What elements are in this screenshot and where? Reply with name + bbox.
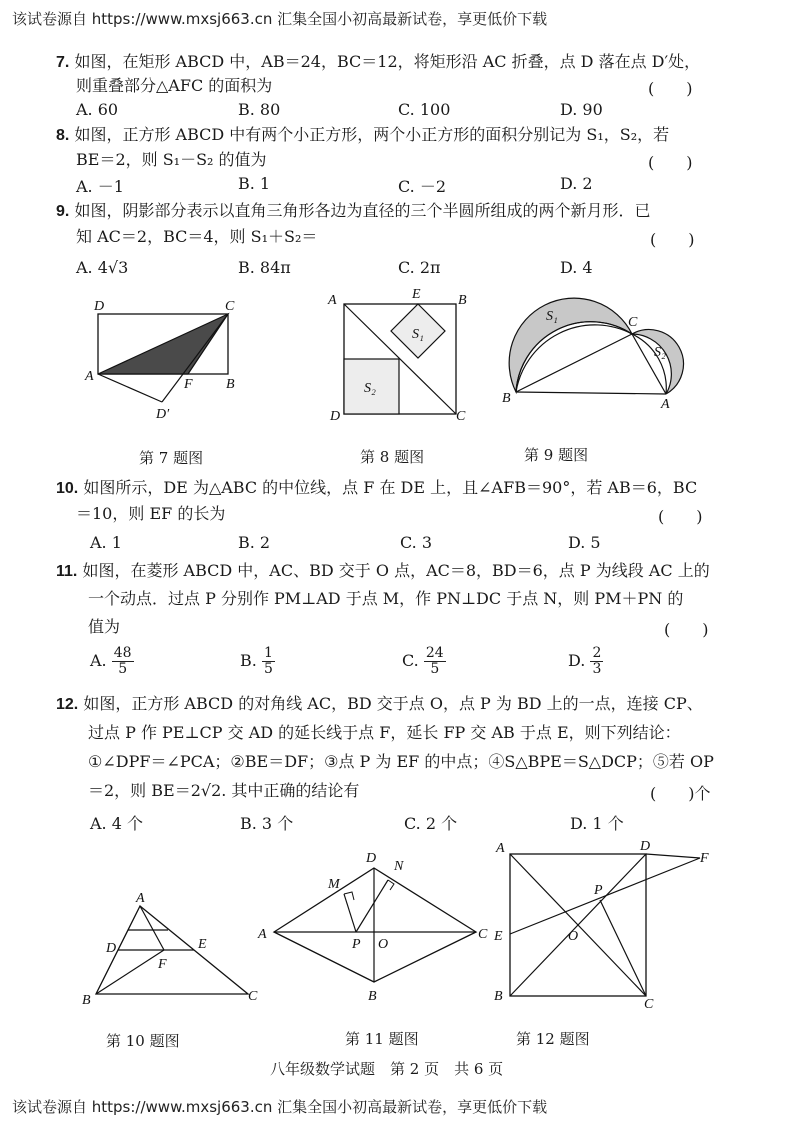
question-12-line4: ＝2，则 BE＝2√2. 其中正确的结论有 (88, 781, 360, 800)
fig7-label-A: A (85, 369, 94, 384)
fig9-label-S1: S₁ (546, 309, 558, 324)
fig10-label-F: F (158, 957, 167, 972)
fig9-label-B: B (502, 391, 511, 406)
fig11-label-C: C (478, 927, 488, 942)
question-12-line2: 过点 P 作 PE⊥CP 交 AD 的延长线于点 F，延长 FP 交 AB 于点 E，则下列结论： (88, 723, 681, 742)
question-10-line2: ＝10，则 EF 的长为 (76, 504, 226, 523)
question-7-line1 (56, 52, 700, 73)
figure-12 (490, 838, 720, 1013)
question-8-option-a: A. －1 (76, 177, 124, 196)
question-7-number: 7. (56, 54, 70, 71)
watermark-top: 该试卷源自 https://www.mxsj663.cn 汇集全国小初高最新试卷，享更低价下载 (12, 10, 548, 28)
question-11-option-c (402, 646, 446, 677)
question-7-option-a: A. 60 (76, 100, 119, 119)
question-8-option-c: C. －2 (398, 177, 447, 196)
fig7-label-C: C (225, 299, 235, 314)
fig8-label-E: E (412, 287, 421, 302)
figure-7-caption: 第 7 题图 (139, 449, 204, 467)
fig9-label-S2: S₂ (654, 345, 666, 360)
question-10-number: 10. (56, 480, 79, 497)
figure-8 (322, 286, 472, 431)
question-11-line2: 一个动点．过点 P 分别作 PM⊥AD 于点 M，作 PN⊥DC 于点 N，则 PM＋PN 的 (88, 589, 684, 608)
question-8-text1: 如图，正方形 ABCD 中有两个小正方形，两个小正方形的面积分别记为 S₁，S₂，若 (74, 125, 670, 144)
fig10-label-B: B (82, 993, 91, 1008)
figure-9-caption: 第 9 题图 (524, 446, 589, 464)
fig11-label-A: A (258, 927, 267, 942)
question-12-option-b: B. 3 个 (240, 814, 294, 833)
option-d-denominator: 3 (592, 661, 602, 677)
question-8-line2: BE＝2，则 S₁－S₂ 的值为 (76, 150, 267, 169)
question-10-option-b: B. 2 (238, 533, 271, 552)
question-9-number: 9. (56, 203, 70, 220)
question-9-line2: 知 AC＝2，BC＝4，则 S₁＋S₂＝ (76, 227, 318, 246)
figure-8-caption: 第 8 题图 (360, 448, 425, 466)
question-12-option-c: C. 2 个 (404, 814, 458, 833)
fig11-label-B: B (368, 989, 377, 1004)
figure-10-caption: 第 10 题图 (106, 1032, 180, 1050)
fig7-label-B: B (226, 377, 235, 392)
option-a-denominator: 5 (118, 661, 128, 677)
question-11-number: 11. (56, 563, 78, 580)
fig9-label-A: A (661, 397, 670, 412)
question-9-option-b: B. 84π (238, 258, 291, 277)
question-11-line1 (56, 561, 710, 582)
fig7-label-D: D (94, 299, 105, 314)
fig12-label-A: A (496, 841, 505, 856)
question-9-text1: 如图，阴影部分表示以直角三角形各边为直径的三个半圆所组成的两个新月形．已 (74, 201, 651, 220)
option-c-label: C. (402, 651, 419, 670)
question-11-option-d (568, 646, 603, 677)
option-c-denominator: 5 (430, 661, 440, 677)
question-9-option-d: D. 4 (560, 258, 593, 277)
fig7-label-F: F (184, 377, 193, 392)
question-9-option-a: A. 4√3 (76, 258, 129, 277)
fig11-label-N: N (394, 859, 404, 874)
question-11-text1: 如图，在菱形 ABCD 中，AC、BD 交于 O 点，AC＝8，BD＝6，点 P 为线段 AC 上的 (82, 561, 710, 580)
question-12-number: 12. (56, 696, 79, 713)
question-8-line1 (56, 125, 669, 146)
fig12-label-E: E (494, 929, 503, 944)
question-8-option-b: B. 1 (238, 174, 271, 193)
fig11-label-P: P (352, 937, 361, 952)
question-10-option-a: A. 1 (90, 533, 122, 552)
page-footer: 八年级数学试题 第 2 页 共 6 页 (270, 1060, 504, 1078)
question-11-line3: 值为 (88, 617, 121, 636)
option-d-numerator: 2 (592, 645, 602, 661)
fig8-label-B: B (458, 293, 467, 308)
fig10-label-E: E (198, 937, 207, 952)
fig12-label-C: C (644, 997, 654, 1012)
fig8-label-A: A (328, 293, 337, 308)
option-b-denominator: 5 (263, 661, 273, 677)
question-12-option-d: D. 1 个 (570, 814, 624, 833)
question-12-line3: ①∠DPF＝∠PCA；②BE＝DF；③点 P 为 EF 的中点；④S△BPE＝S△DCP；⑤若 OP (88, 752, 714, 771)
question-7-option-c: C. 100 (398, 100, 451, 119)
question-9-option-c: C. 2π (398, 258, 441, 277)
question-8-number: 8. (56, 127, 70, 144)
option-b-numerator: 1 (263, 645, 273, 661)
question-7-text1: 如图，在矩形 ABCD 中，AB＝24，BC＝12，将矩形沿 AC 折叠，点 D 落在点 D′处， (74, 52, 701, 71)
option-d-fraction (590, 646, 603, 677)
fig9-label-C: C (628, 315, 638, 330)
question-12-text1: 如图，正方形 ABCD 的对角线 AC，BD 交于点 O，点 P 为 BD 上的一点，连接 CP、 (83, 694, 703, 713)
figure-11 (254, 848, 494, 1013)
question-11-option-b (240, 646, 275, 677)
fig10-label-D: D (106, 941, 117, 956)
question-12-option-a: A. 4 个 (90, 814, 143, 833)
figure-7 (80, 298, 250, 423)
fig8-label-S1: S₁ (412, 327, 424, 342)
option-b-label: B. (240, 651, 257, 670)
question-7-option-d: D. 90 (560, 100, 603, 119)
fig12-label-F: F (700, 851, 709, 866)
question-10-line1 (56, 478, 697, 499)
option-b-fraction (262, 646, 275, 677)
option-a-fraction (112, 646, 134, 677)
figure-10 (78, 888, 268, 1013)
question-10-text1: 如图所示，DE 为△ABC 的中位线，点 F 在 DE 上，且∠AFB＝90°，若 AB＝6，BC (83, 478, 698, 497)
question-12-answer-paren: ( )个 (650, 784, 711, 803)
question-7-option-b: B. 80 (238, 100, 281, 119)
question-11-option-a (90, 646, 134, 677)
question-7-answer-paren: ( ) (648, 79, 693, 98)
figure-9 (498, 294, 698, 414)
question-8-option-d: D. 2 (560, 174, 593, 193)
fig7-label-Dprime: D′ (156, 407, 170, 422)
watermark-bottom: 该试卷源自 https://www.mxsj663.cn 汇集全国小初高最新试卷，享更低价下载 (12, 1098, 548, 1116)
question-11-answer-paren: ( ) (664, 620, 709, 639)
fig12-label-D: D (640, 839, 651, 854)
option-a-label: A. (90, 651, 107, 670)
figure-12-caption: 第 12 题图 (516, 1030, 590, 1048)
option-c-numerator: 24 (425, 645, 444, 661)
question-9-line1 (56, 201, 650, 222)
fig11-label-O: O (378, 937, 389, 952)
fig8-label-D: D (330, 409, 341, 424)
fig11-label-M: M (328, 877, 340, 892)
fig12-label-P: P (594, 883, 603, 898)
question-9-answer-paren: ( ) (650, 230, 695, 249)
fig11-label-D: D (366, 851, 377, 866)
fig8-label-C: C (456, 409, 466, 424)
question-10-option-d: D. 5 (568, 533, 601, 552)
figure-11-caption: 第 11 题图 (345, 1030, 419, 1048)
option-c-fraction (424, 646, 446, 677)
fig10-label-A: A (136, 891, 145, 906)
question-10-answer-paren: ( ) (658, 507, 703, 526)
option-d-label: D. (568, 651, 586, 670)
fig8-label-S2: S₂ (364, 381, 376, 396)
question-8-answer-paren: ( ) (648, 153, 693, 172)
fig12-label-O: O (568, 929, 579, 944)
fig12-label-B: B (494, 989, 503, 1004)
option-a-numerator: 48 (113, 645, 132, 661)
question-12-line1 (56, 694, 703, 715)
question-7-line2: 则重叠部分△AFC 的面积为 (76, 76, 273, 95)
question-10-option-c: C. 3 (400, 533, 433, 552)
fig10-label-C: C (248, 989, 258, 1004)
